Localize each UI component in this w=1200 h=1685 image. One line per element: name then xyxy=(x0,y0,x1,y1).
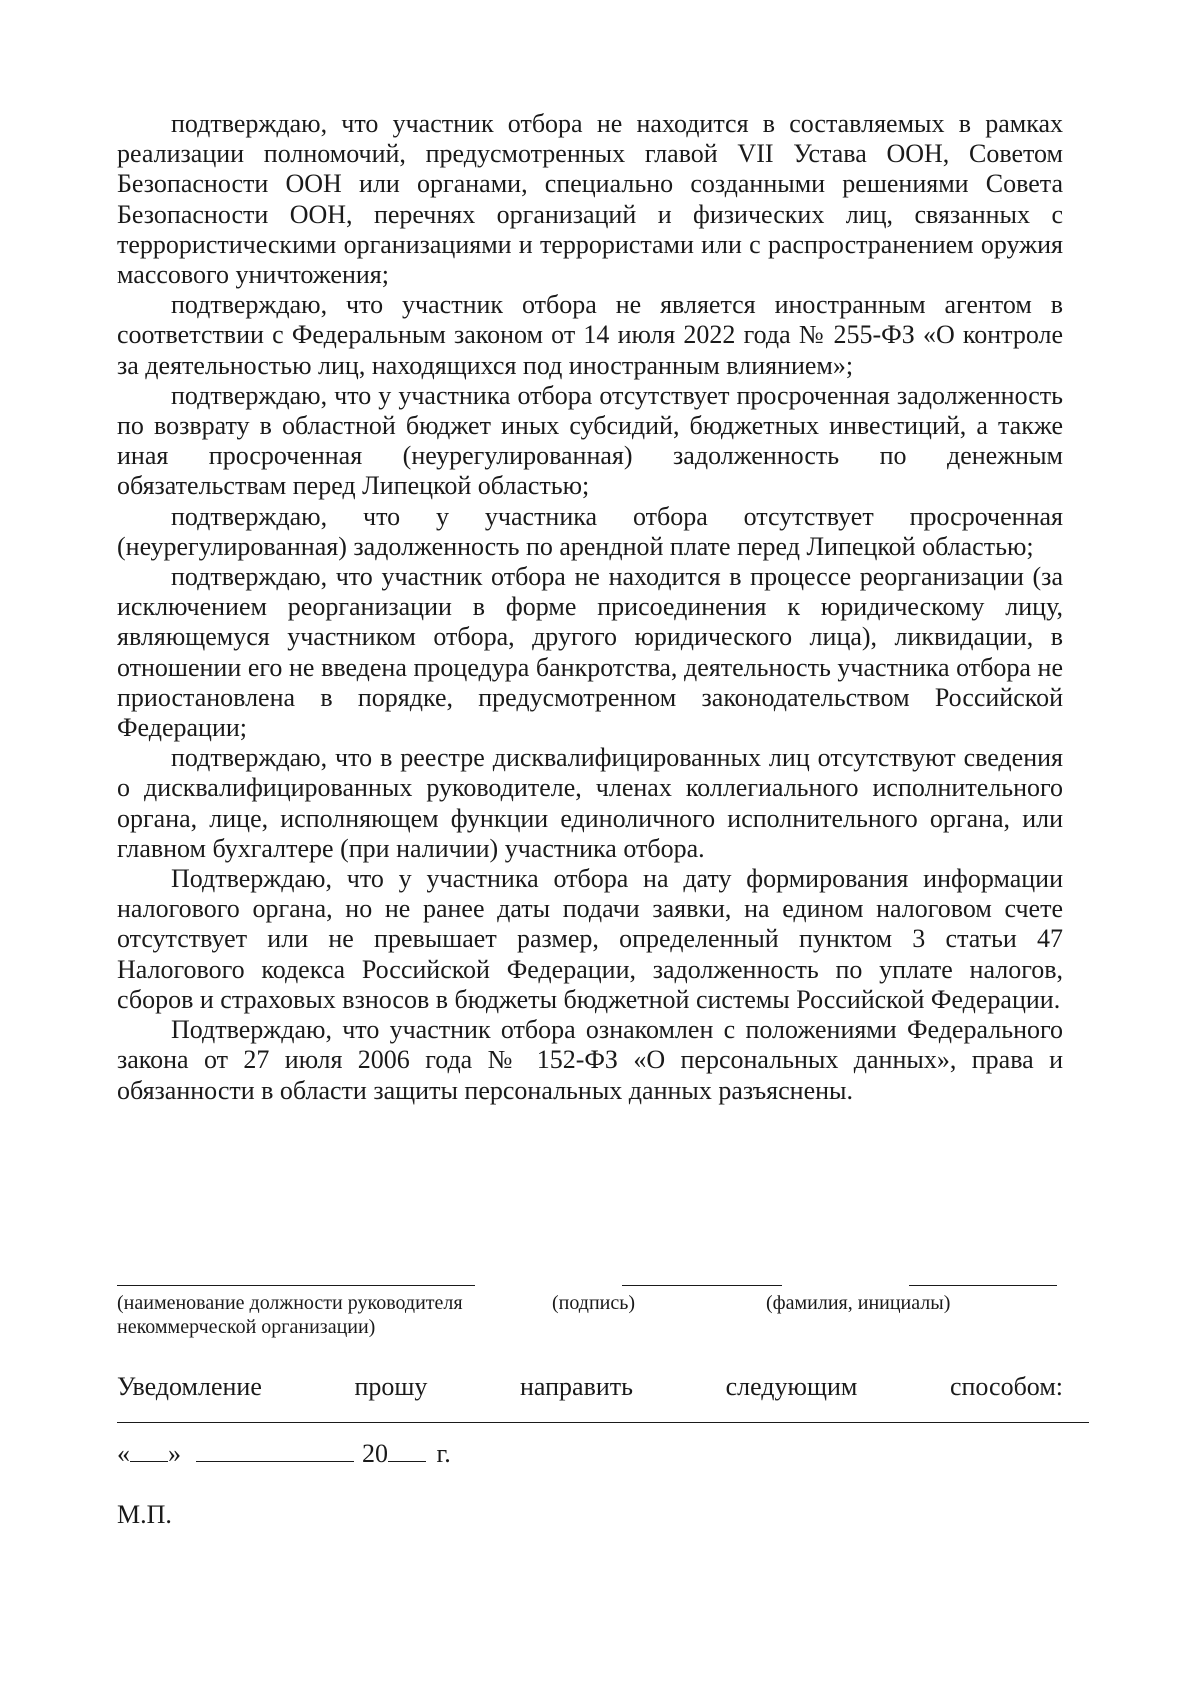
notification-word: прошу xyxy=(354,1372,428,1401)
paragraph-tax-debt: Подтверждаю, что у участника отбора на дату формирования информации налогового органа, но не ранее даты подачи заявки, на едином налоговом счете отсутствует или не превышает размер, определенный пунктом 3 статьи 47 Налогового кодекса Российской Федерации, задолженность по уплате налогов, сборов и страховых взносов в бюджеты бюджетной системы Российской Федерации. xyxy=(117,864,1063,1014)
position-label xyxy=(117,1291,463,1339)
paragraph-personal-data: Подтверждаю, что участник отбора ознакомлен с положениями Федерального закона от 27 июля 2006 года № 152-ФЗ «О персональных данных», права и обязанности в области защиты персональных данных разъяснены. xyxy=(117,1015,1063,1105)
position-label-line2: некоммерческой организации) xyxy=(117,1316,376,1338)
paragraph-reorganization: подтверждаю, что участник отбора не находится в процессе реорганизации (за исключением реорганизации в форме присоединения к юридическому лицу, являющемуся участником отбора, другого юридического лица), ликвидации, в отношении его не введена процедура банкротства, деятельность участника отбора не приостановлена в порядке, предусмотренном законодательством Российской Федерации; xyxy=(117,562,1063,743)
notification-word: направить xyxy=(520,1372,633,1401)
notification-method-line xyxy=(117,1422,1089,1423)
date-open-quote: « xyxy=(117,1439,130,1468)
name-signature-line xyxy=(909,1285,1057,1286)
paragraph-foreign-agent: подтверждаю, что участник отбора не является иностранным агентом в соответствии с Федеральным законом от 14 июля 2022 года № 255-ФЗ «О контроле за деятельностью лиц, находящихся под иностранным влиянием»; xyxy=(117,290,1063,380)
notification-request xyxy=(117,1372,1063,1402)
position-label-line1: (наименование должности руководителя xyxy=(117,1292,463,1314)
paragraph-un-sanctions: подтверждаю, что участник отбора не находится в составляемых в рамках реализации полномочий, предусмотренных главой VII Устава ООН, Советом Безопасности ООН или органами, специально созданными решениями Совета Безопасности ООН, перечнях организаций и физических лиц, связанных с террористическими организациями и террористами или с распространением оружия массового уничтожения; xyxy=(117,109,1063,290)
notification-word: следующим xyxy=(725,1372,858,1401)
year-blank xyxy=(388,1437,426,1462)
stamp-place-label: М.П. xyxy=(117,1500,172,1529)
signature-line xyxy=(622,1285,782,1286)
signature-label: (подпись) xyxy=(552,1292,636,1314)
name-label: (фамилия, инициалы) xyxy=(766,1292,951,1314)
position-signature-line xyxy=(117,1285,475,1286)
day-blank xyxy=(130,1437,168,1462)
date-close-quote: » xyxy=(168,1439,181,1468)
year-prefix: 20 xyxy=(362,1439,388,1468)
notification-word: способом: xyxy=(949,1372,1063,1401)
paragraph-rent-debt: подтверждаю, что у участника отбора отсутствует просроченная (неурегулированная) задолженность по арендной плате перед Липецкой областью; xyxy=(117,501,1063,561)
year-suffix: г. xyxy=(436,1439,451,1468)
notification-word: Уведомление xyxy=(117,1372,262,1401)
paragraph-budget-debt: подтверждаю, что у участника отбора отсутствует просроченная задолженность по возврату в областной бюджет иных субсидий, бюджетных инвестиций, а также иная просроченная (неурегулированная) задолженность по денежным обязательствам перед Липецкой областью; xyxy=(117,380,1063,501)
date-line xyxy=(117,1437,451,1469)
paragraph-disqualified-persons: подтверждаю, что в реестре дисквалифицированных лиц отсутствуют сведения о дисквалифицированных руководителе, членах коллегиального исполнительного органа, лице, исполняющем функции единоличного исполнительного органа, или главном бухгалтере (при наличии) участника отбора. xyxy=(117,743,1063,863)
document-body xyxy=(117,109,1063,1106)
month-blank xyxy=(196,1437,354,1462)
